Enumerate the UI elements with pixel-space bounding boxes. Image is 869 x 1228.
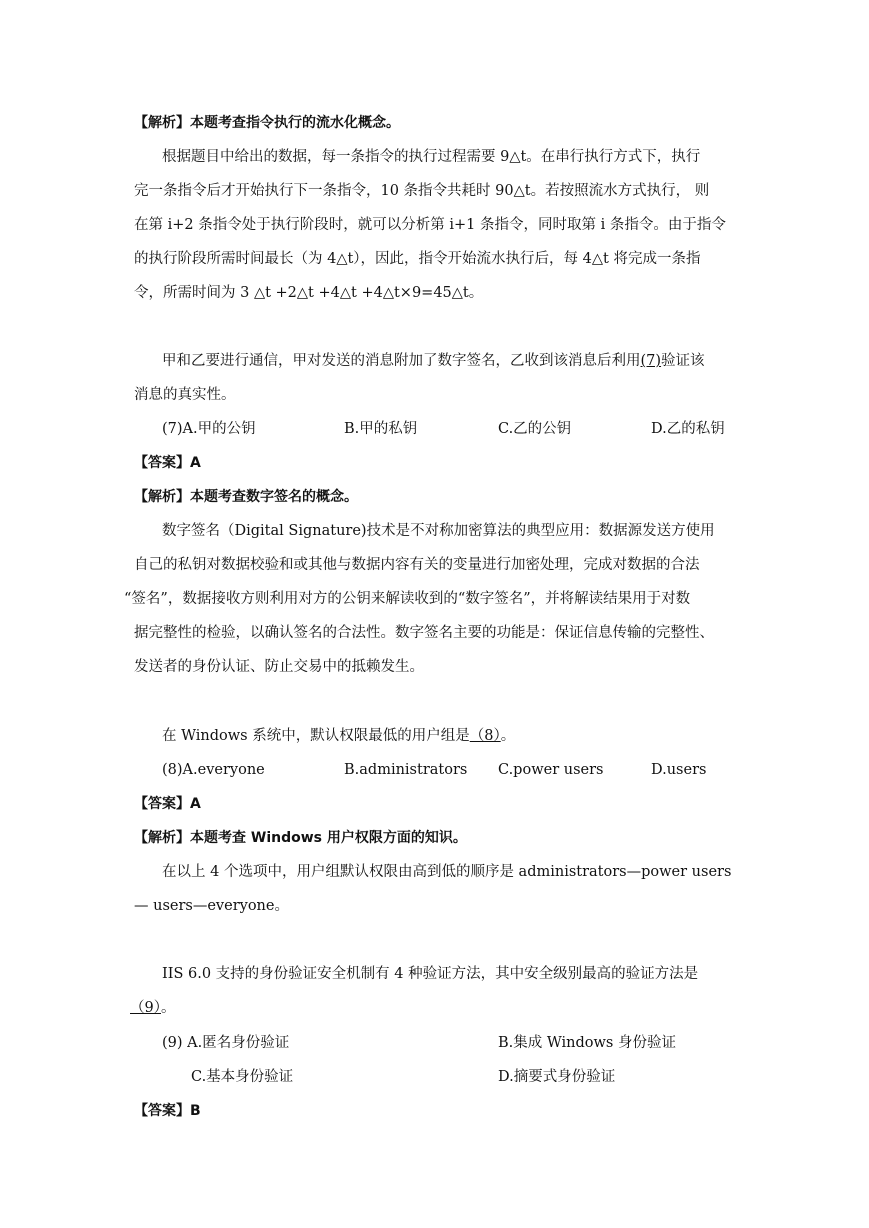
paragraph-line: 完一条指令后才开始执行下一条指令，10 条指令共耗时 90△t。若按照流水方式执行， 则 [134, 183, 710, 199]
question-stem-continued [130, 998, 869, 1018]
paragraph-line: 在以上 4 个选项中，用户组默认权限由高到低的顺序是 administrators—power users [162, 864, 732, 880]
option-d: D.摘要式身份验证 [498, 1069, 616, 1085]
stem-text: 验证该 [661, 353, 705, 369]
option-c: C.乙的公钥 [498, 421, 572, 437]
option-b: B.集成 Windows 身份验证 [498, 1035, 676, 1051]
paragraph-line: 在第 i+2 条指令处于执行阶段时，就可以分析第 i+1 条指令，同时取第 i 条指令。由于指令 [134, 217, 726, 233]
option-d: D.乙的私钥 [651, 421, 725, 437]
analysis-heading: 【解析】本题考查 Windows 用户权限方面的知识。 [134, 830, 467, 846]
answer-label: 【答案】A [134, 796, 201, 812]
option-c: C.基本身份验证 [191, 1069, 294, 1085]
option-b: B.administrators [344, 762, 468, 778]
paragraph-line: 发送者的身份认证、防止交易中的抵赖发生。 [134, 659, 424, 675]
analysis-heading: 【解析】本题考查指令执行的流水化概念。 [134, 115, 400, 131]
paragraph-line: — users—everyone。 [134, 898, 289, 914]
stem-text: 。 [160, 1000, 176, 1016]
paragraph-line: 的执行阶段所需时间最长（为 4△t），因此，指令开始流水执行后，每 4△t 将完成一条指 [134, 251, 701, 267]
question-stem [162, 351, 869, 371]
stem-text: 。 [500, 728, 516, 744]
option-a: (9) A.匿名身份验证 [162, 1035, 290, 1051]
question-blank: （9） [130, 1000, 161, 1016]
analysis-heading: 【解析】本题考查数字签名的概念。 [134, 489, 358, 505]
paragraph-line: 据完整性的检验，以确认签名的合法性。数字签名主要的功能是：保证信息传输的完整性、 [134, 625, 714, 641]
paragraph-line: 自己的私钥对数据校验和或其他与数据内容有关的变量进行加密处理，完成对数据的合法 [134, 557, 700, 573]
option-c: C.power users [498, 762, 604, 778]
stem-text: 在 Windows 系统中，默认权限最低的用户组是 [162, 728, 470, 744]
paragraph-line: 令，所需时间为 3 △t +2△t +4△t +4△t×9=45△t。 [134, 285, 484, 301]
answer-label: 【答案】B [134, 1103, 201, 1119]
paragraph-line: “签名”，数据接收方则利用对方的公钥来解读收到的“数字签名”，并将解读结果用于对数 [124, 591, 691, 607]
option-b: B.甲的私钥 [344, 421, 418, 437]
answer-label: 【答案】A [134, 455, 201, 471]
option-a: (7)A.甲的公钥 [162, 421, 256, 437]
paragraph-line: 数字签名（Digital Signature)技术是不对称加密算法的典型应用：数据源发送方使用 [162, 523, 715, 539]
stem-text: 甲和乙要进行通信，甲对发送的消息附加了数字签名，乙收到该消息后利用 [162, 353, 641, 369]
paragraph-line: 根据题目中给出的数据，每一条指令的执行过程需要 9△t。在串行执行方式下，执行 [162, 149, 701, 165]
option-d: D.users [651, 762, 707, 778]
question-stem-continued: 消息的真实性。 [134, 387, 236, 403]
question-stem [162, 726, 869, 746]
option-a: (8)A.everyone [162, 762, 265, 778]
question-stem: IIS 6.0 支持的身份验证安全机制有 4 种验证方法，其中安全级别最高的验证方法是 [162, 966, 699, 982]
question-blank: (7) [640, 353, 662, 369]
question-blank: （8） [469, 728, 501, 744]
